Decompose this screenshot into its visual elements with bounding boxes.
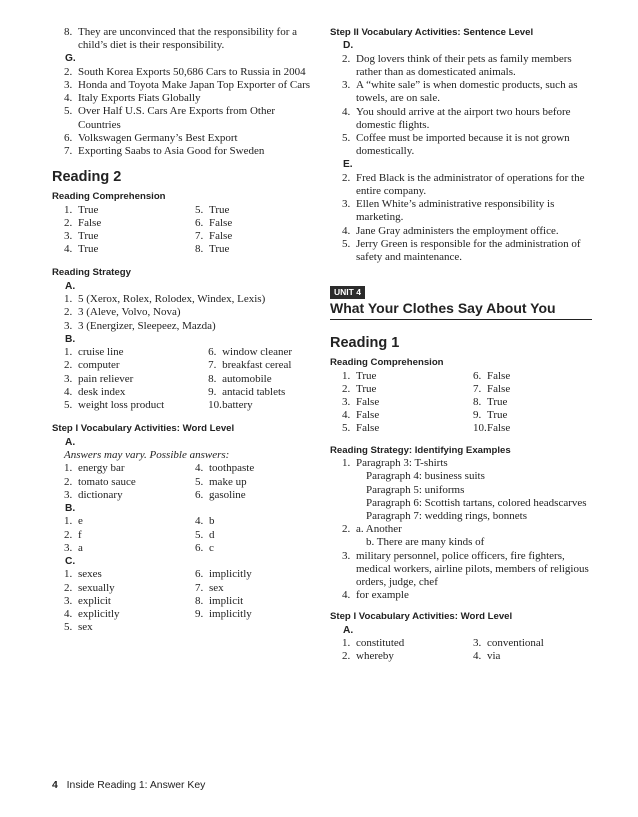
item-number: 7. [195,230,204,243]
item-number: 2. [342,171,351,184]
list-item [461,370,592,383]
item-text: computer [78,359,120,372]
vocab-step2-header: Step II Vocabulary Activities: Sentence Level [330,27,534,38]
list-item: 4. for example [342,589,409,602]
list-item [52,582,183,595]
item-text: True [356,382,377,395]
item-number: 3. [473,637,482,650]
list-item [330,79,592,105]
list-item [330,422,461,435]
item-text: A “white sale” is when domestic products, such as towels, are on sale. [356,79,578,105]
item-number: 5. [64,105,73,118]
item-text: sex [209,581,224,594]
item-number: 6. [64,131,73,144]
item-number: 3. [64,372,73,385]
item-text: Over Half U.S. Cars Are Exports from Other Countries [78,105,276,131]
list-top [52,26,314,52]
list-item [52,595,183,608]
item-text: tomato sauce [78,475,136,488]
item-number: 8. [195,243,204,256]
item-text: via [487,650,501,663]
item-text: constituted [356,637,405,650]
item-text: explicitly [78,607,120,620]
reading-strategy-a-list [52,293,314,333]
list-item [52,489,183,502]
vocab-step1-header: Step I Vocabulary Activities: Word Level [52,423,235,435]
item-text: pain reliever [78,372,134,385]
item-text: automobile [222,372,272,385]
item-text: Dog lovers think of their pets as family members rather than as domesticated animals. [356,52,572,79]
item-text: b [209,515,215,528]
item-text: c [209,541,214,554]
list-item [52,204,183,217]
item-text: 5 (Xerox, Rolex, Rolodex, Windex, Lexis) [78,293,266,306]
item-text: False [487,382,511,395]
item-number: 1. [64,462,73,475]
list-item [52,293,314,306]
item-number: 2. [64,306,73,319]
list-item [52,26,314,52]
footer-title: Inside Reading 1: Answer Key [66,780,206,791]
item-number: 10. [473,422,487,435]
list-item [183,542,314,555]
list-item [330,637,461,650]
item-number: 6. [208,346,217,359]
list-item [330,383,461,396]
item-number: 4. [342,224,351,237]
item-text: Italy Exports Fiats Globally [78,92,201,105]
item-number: 6. [195,216,204,229]
page-footer [52,780,205,791]
unit-title: What Your Clothes Say About You [330,300,592,320]
section-a-label: A. [65,280,76,292]
item-text: True [78,243,99,256]
item-text: Coffee must be imported because it is not grown domestically. [356,132,570,158]
item-number: 1. [64,346,73,359]
item-number: 3. [64,594,73,607]
item-number: 6. [195,568,204,581]
item-text: sexes [78,568,102,581]
list-item [183,608,314,621]
item-number: 8. [64,26,73,38]
list-item [461,383,592,396]
item-text: e [78,515,83,528]
list-item [196,386,314,399]
section-e-label: E. [343,159,353,171]
list-item [52,373,196,386]
item-text: cruise line [78,346,124,359]
list-item [52,462,183,475]
list-item [52,568,183,581]
list-item [52,105,314,131]
item-text: False [209,216,233,229]
reading-strategy-examples-header: Reading Strategy: Identifying Examples [330,444,511,456]
list-item: 2. a. Another [342,523,402,536]
item-text: window cleaner [222,346,293,359]
vocab-step1-header-r: Step I Vocabulary Activities: Word Level [330,611,513,623]
list-item-cont: Paragraph 4: business suits [366,470,485,483]
item-number: 1. [342,637,351,650]
list-g [52,66,314,158]
reading-2-title: Reading 2 [52,169,122,186]
item-number: 4. [64,92,73,105]
item-number: 9. [195,607,204,620]
item-text: True [487,409,508,422]
list-item: 3. military personnel, police officers, fire fighters, medical workers, airline pilots, members of religious orders, judge, chef [342,549,589,588]
list-item [52,399,196,412]
item-number: 2. [64,581,73,594]
list-item [330,409,461,422]
item-number: 2. [342,650,351,663]
list-item [52,529,183,542]
item-number: 9. [208,385,217,398]
list-item [196,359,314,372]
item-number: 4. [64,607,73,620]
list-item [330,225,592,238]
item-number: 2. [64,216,73,229]
list-item [330,370,461,383]
list-item [196,373,314,386]
vocab-a-list [52,462,314,502]
list-item [461,422,592,435]
item-number: 4. [195,462,204,475]
item-text: They are unconvinced that the responsibility for a child’s diet is their responsibility. [78,26,298,52]
reading-comprehension-header: Reading Comprehension [52,191,166,203]
list-item-cont: Paragraph 7: wedding rings, bonnets [366,509,527,522]
item-text: implicit [209,594,244,607]
list-item [330,198,592,224]
item-number: 5. [195,475,204,488]
list-item: 1. Paragraph 3: T-shirts [342,457,448,470]
item-text: battery [222,399,253,412]
list-item [52,230,183,243]
list-item [196,399,314,412]
list-item [52,145,314,158]
vocab-b-list [52,515,314,555]
item-text: False [356,396,380,409]
item-text: sex [78,621,93,634]
item-text: False [356,422,380,435]
item-number: 3. [64,79,73,92]
item-number: 1. [64,568,73,581]
item-number: 2. [64,65,73,78]
item-text: False [356,409,380,422]
list-item [183,217,314,230]
item-number: 4. [64,385,73,398]
list-item-cont: b. There are many kinds of [366,536,485,549]
item-text: d [209,528,215,541]
item-text: 3 (Energizer, Sleepeez, Mazda) [78,319,216,332]
item-number: 7. [208,359,217,372]
list-item [52,346,196,359]
list-item [183,515,314,528]
reading-comprehension-header-r: Reading Comprehension [330,357,444,369]
item-number: 4. [342,409,351,422]
list-item [330,396,461,409]
item-text: False [209,230,233,243]
item-number: 5. [64,399,73,412]
item-number: 3. [64,488,73,501]
item-number: 7. [473,382,482,395]
list-item [52,92,314,105]
item-text: energy bar [78,462,125,475]
item-text: True [209,243,230,256]
item-text: dictionary [78,488,123,501]
list-item [330,238,592,264]
list-item [52,608,183,621]
item-text: True [78,203,99,216]
item-number: 5. [342,422,351,435]
list-item [461,396,592,409]
right-column [330,26,592,664]
item-text: Volkswagen Germany’s Best Export [78,131,238,144]
vocab-a-label-r: A. [343,624,354,636]
item-number: 9. [473,409,482,422]
item-text: explicit [78,594,111,607]
reading-1-title: Reading 1 [330,335,400,352]
section-d-label: D. [343,40,354,52]
list-item [52,306,314,319]
item-number: 8. [208,372,217,385]
item-number: 3. [64,230,73,243]
item-text: a [78,541,83,554]
list-item [52,542,183,555]
list-item [52,359,196,372]
item-text: 3 (Aleve, Volvo, Nova) [78,306,181,319]
item-text: False [78,216,102,229]
list-item [461,409,592,422]
item-number: 1. [64,515,73,528]
item-number: 8. [195,594,204,607]
item-number: 8. [473,396,482,409]
reading-comprehension-answers [52,204,314,257]
item-text: True [356,369,377,382]
list-item [183,529,314,542]
list-item [52,621,183,634]
list-item [52,79,314,92]
reading-strategy-header: Reading Strategy [52,267,131,279]
item-text: Exporting Saabs to Asia Good for Sweden [78,145,265,158]
vocab-a-note: Answers may vary. Possible answers: [64,449,230,462]
item-text: implicitly [209,568,252,581]
vocab-c-label: C. [65,555,76,567]
list-item [330,650,461,663]
item-number: 5. [64,621,73,634]
section-b-label: B. [65,333,76,345]
item-text: f [78,528,82,541]
list-item [183,595,314,608]
item-number: 2. [342,52,351,65]
list-item-cont: Paragraph 5: uniforms [366,483,465,496]
item-number: 10. [208,399,222,412]
item-text: Honda and Toyota Make Japan Top Exporter of Cars [78,79,311,92]
list-item [183,582,314,595]
list-item [183,230,314,243]
item-text: sexually [78,581,115,594]
item-text: True [78,230,99,243]
list-item [330,106,592,132]
list-item [183,476,314,489]
list-item [52,515,183,528]
section-g-label: G. [65,53,76,65]
item-number: 6. [473,369,482,382]
list-d [330,53,592,159]
item-text: gasoline [209,488,246,501]
vocab-a-label: A. [65,436,76,448]
item-text: You should arrive at the airport two hours before domestic flights. [356,105,571,131]
item-number: 1. [64,203,73,216]
item-text: breakfast cereal [222,359,292,372]
list-item [330,53,592,79]
list-item [183,204,314,217]
list-item [330,172,592,198]
item-text: desk index [78,385,126,398]
item-text: False [487,422,511,435]
item-text: True [209,203,230,216]
item-number: 4. [473,650,482,663]
item-number: 5. [195,528,204,541]
vocab-b-label: B. [65,502,76,514]
item-text: implicitly [209,607,252,620]
item-text: South Korea Exports 50,686 Cars to Russia in 2004 [78,65,306,78]
item-number: 1. [64,293,73,306]
list-item [183,568,314,581]
item-number: 6. [195,488,204,501]
item-number: 5. [342,237,351,250]
list-e [330,172,592,264]
item-number: 3. [64,541,73,554]
item-text: False [487,369,511,382]
list-item-cont: Paragraph 6: Scottish tartans, colored headscarves [366,496,587,509]
item-text: True [487,396,508,409]
reading-strategy-b-list [52,346,314,412]
unit-badge: UNIT 4 [330,286,365,299]
item-text: Jerry Green is responsible for the administration of safety and maintenance. [356,237,581,264]
list-item [52,320,314,333]
item-number: 4. [342,105,351,118]
item-text: whereby [356,650,394,663]
item-text: antacid tablets [222,385,286,398]
item-text: weight loss product [78,399,165,412]
item-text: Fred Black is the administrator of operations for the entire company. [356,171,585,198]
list-item [183,243,314,256]
item-number: 3. [342,79,351,92]
item-number: 6. [195,541,204,554]
reading-comprehension-answers-r [330,370,592,436]
item-number: 7. [195,581,204,594]
list-item [52,243,183,256]
item-text: Ellen White’s administrative responsibility is marketing. [356,198,555,224]
list-item [52,132,314,145]
list-item [52,476,183,489]
list-item [330,132,592,158]
list-item [461,650,592,663]
vocab-c-list [52,568,314,634]
list-item [196,346,314,359]
page-number: 4 [52,780,58,791]
item-number: 5. [195,203,204,216]
left-column [52,26,314,634]
vocab-a-list-r [330,637,592,663]
item-text: toothpaste [209,462,255,475]
item-number: 4. [64,243,73,256]
item-number: 2. [342,382,351,395]
item-number: 5. [342,132,351,145]
list-item [183,489,314,502]
item-number: 1. [342,369,351,382]
item-number: 7. [64,145,73,158]
item-text: Jane Gray administers the employment office. [356,224,559,237]
item-number: 3. [342,198,351,211]
list-item [183,462,314,475]
item-number: 2. [64,359,73,372]
item-number: 2. [64,528,73,541]
item-number: 2. [64,475,73,488]
item-number: 4. [195,515,204,528]
list-item [52,386,196,399]
list-item [461,637,592,650]
item-text: conventional [487,637,544,650]
list-item [52,217,183,230]
item-text: make up [209,475,247,488]
item-number: 3. [64,319,73,332]
item-number: 3. [342,396,351,409]
list-item [52,66,314,79]
